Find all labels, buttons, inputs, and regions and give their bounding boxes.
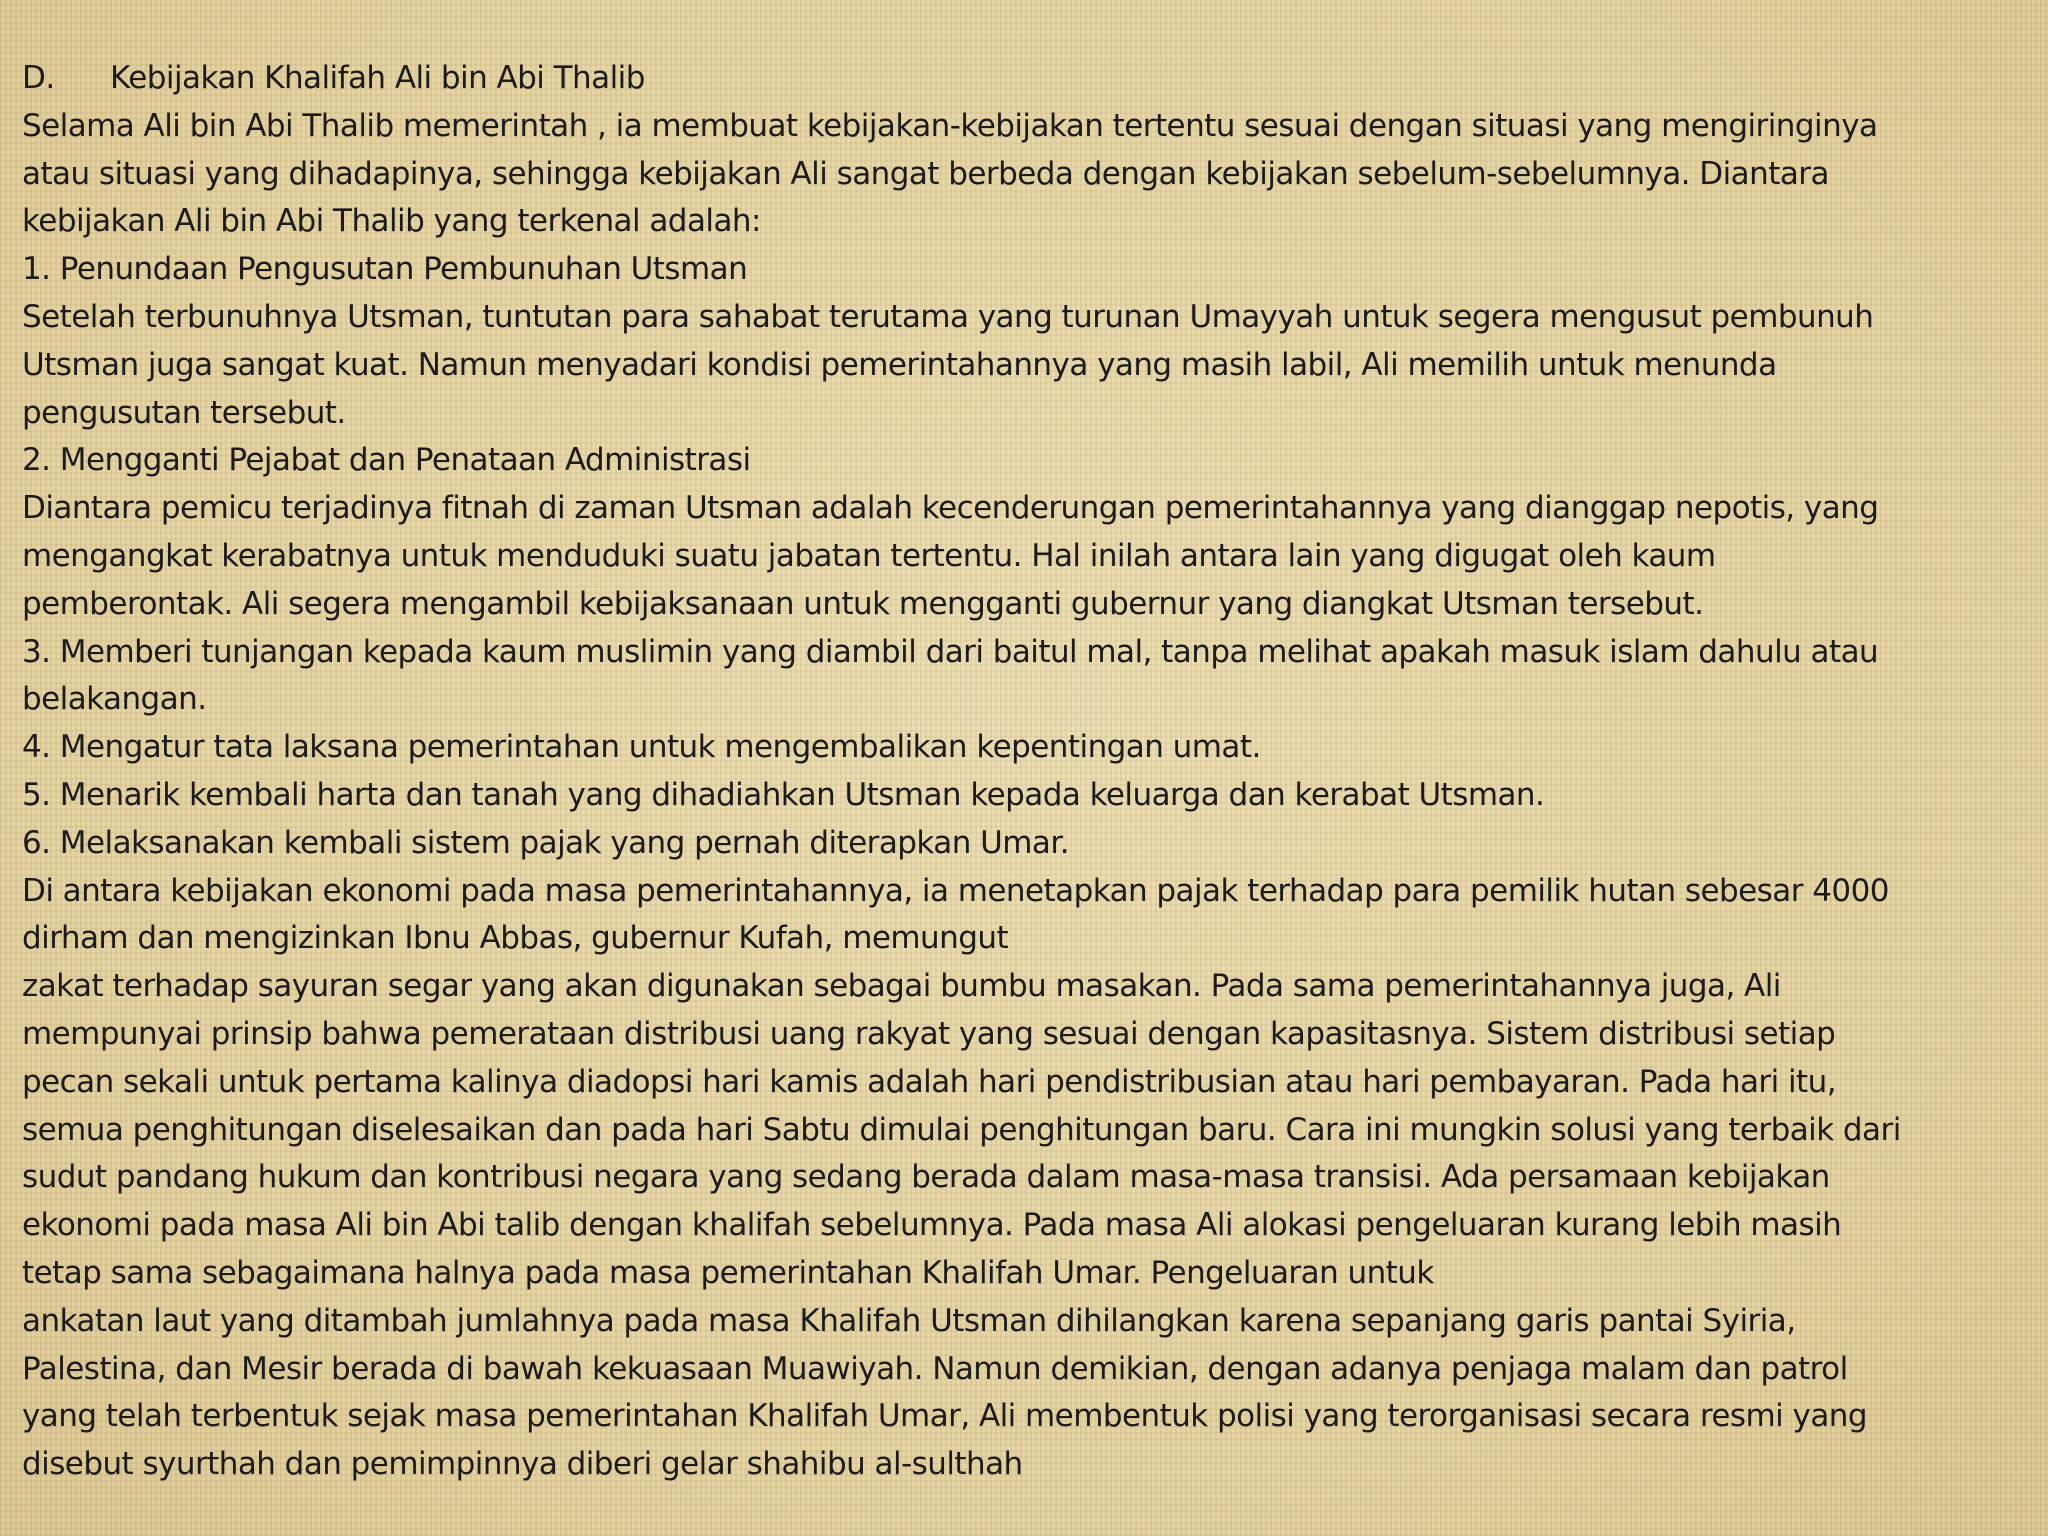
slide-content bbox=[22, 55, 2032, 1515]
paragraph-line: Utsman juga sangat kuat. Namun menyadari kondisi pemerintahannya yang masih labil, Ali memilih untuk menunda bbox=[22, 346, 1777, 383]
heading-title: Kebijakan Khalifah Ali bin Abi Thalib bbox=[110, 60, 645, 96]
paragraph-line: Palestina, dan Mesir berada di bawah kekuasaan Muawiyah. Namun demikian, dengan adanya penjaga malam dan patrol bbox=[22, 1350, 1848, 1387]
list-item: 6. Melaksanakan kembali sistem pajak yang pernah diterapkan Umar. bbox=[22, 824, 1070, 861]
paragraph-line: dirham dan mengizinkan Ibnu Abbas, gubernur Kufah, memungut bbox=[22, 920, 1009, 957]
list-item: 4. Mengatur tata laksana pemerintahan untuk mengembalikan kepentingan umat. bbox=[22, 729, 1261, 766]
paragraph-line: ekonomi pada masa Ali bin Abi talib dengan khalifah sebelumnya. Pada masa Ali alokasi pengeluaran kurang lebih masih bbox=[22, 1207, 1842, 1244]
paragraph-line: mengangkat kerabatnya untuk menduduki suatu jabatan tertentu. Hal inilah antara lain yang digugat oleh kaum bbox=[22, 537, 1716, 574]
paragraph-line: Di antara kebijakan ekonomi pada masa pemerintahannya, ia menetapkan pajak terhadap para pemilik hutan sebesar 4000 bbox=[22, 872, 1889, 909]
section-heading bbox=[22, 55, 2032, 103]
list-item: 3. Memberi tunjangan kepada kaum muslimin yang diambil dari baitul mal, tanpa melihat apakah masuk islam dahulu atau bbox=[22, 633, 1879, 670]
paragraph-line: kebijakan Ali bin Abi Thalib yang terkenal adalah: bbox=[22, 203, 761, 240]
paragraph-line: ankatan laut yang ditambah jumlahnya pada masa Khalifah Utsman dihilangkan karena sepanjang garis pantai Syiria, bbox=[22, 1302, 1796, 1339]
paragraph-line: sudut pandang hukum dan kontribusi negara yang sedang berada dalam masa-masa transisi. Ada persamaan kebijakan bbox=[22, 1159, 1830, 1196]
paragraph-line: Diantara pemicu terjadinya fitnah di zaman Utsman adalah kecenderungan pemerintahannya yang dianggap nepotis, yang bbox=[22, 490, 1879, 527]
heading-number: D. bbox=[22, 60, 55, 96]
paragraph-line: yang telah terbentuk sejak masa pemerintahan Khalifah Umar, Ali membentuk polisi yang terorganisasi secara resmi yang bbox=[22, 1398, 1867, 1435]
paragraph-line: Selama Ali bin Abi Thalib memerintah , ia membuat kebijakan-kebijakan tertentu sesuai dengan situasi yang mengiringinya bbox=[22, 107, 1878, 144]
paragraph-line: zakat terhadap sayuran segar yang akan digunakan sebagai bumbu masakan. Pada sama pemerintahannya juga, Ali bbox=[22, 968, 1781, 1005]
paragraph-line: disebut syurthah dan pemimpinnya diberi gelar shahibu al-sulthah bbox=[22, 1446, 1023, 1483]
paragraph-line: pecan sekali untuk pertama kalinya diadopsi hari kamis adalah hari pendistribusian atau hari pembayaran. Pada hari itu, bbox=[22, 1063, 1837, 1100]
paragraph-line: atau situasi yang dihadapinya, sehingga kebijakan Ali sangat berbeda dengan kebijakan sebelum-sebelumnya. Diantara bbox=[22, 155, 1829, 192]
paragraph-line: mempunyai prinsip bahwa pemerataan distribusi uang rakyat yang sesuai dengan kapasitasnya. Sistem distribusi setiap bbox=[22, 1015, 1836, 1052]
list-item: 5. Menarik kembali harta dan tanah yang dihadiahkan Utsman kepada keluarga dan kerabat Utsman. bbox=[22, 776, 1545, 813]
list-item-heading: 1. Penundaan Pengusutan Pembunuhan Utsman bbox=[22, 251, 748, 288]
list-item-heading: 2. Mengganti Pejabat dan Penataan Administrasi bbox=[22, 442, 751, 479]
paragraph-line: pemberontak. Ali segera mengambil kebijaksanaan untuk mengganti gubernur yang diangkat Utsman tersebut. bbox=[22, 585, 1704, 622]
paragraph-line: tetap sama sebagaimana halnya pada masa pemerintahan Khalifah Umar. Pengeluaran untuk bbox=[22, 1254, 1434, 1291]
paragraph-line: pengusutan tersebut. bbox=[22, 394, 346, 431]
paragraph-line: semua penghitungan diselesaikan dan pada hari Sabtu dimulai penghitungan baru. Cara ini mungkin solusi yang terbaik dari bbox=[22, 1111, 1901, 1148]
paragraph-line: Setelah terbunuhnya Utsman, tuntutan para sahabat terutama yang turunan Umayyah untuk segera mengusut pembunuh bbox=[22, 298, 1874, 335]
paragraph-line: belakangan. bbox=[22, 681, 207, 718]
